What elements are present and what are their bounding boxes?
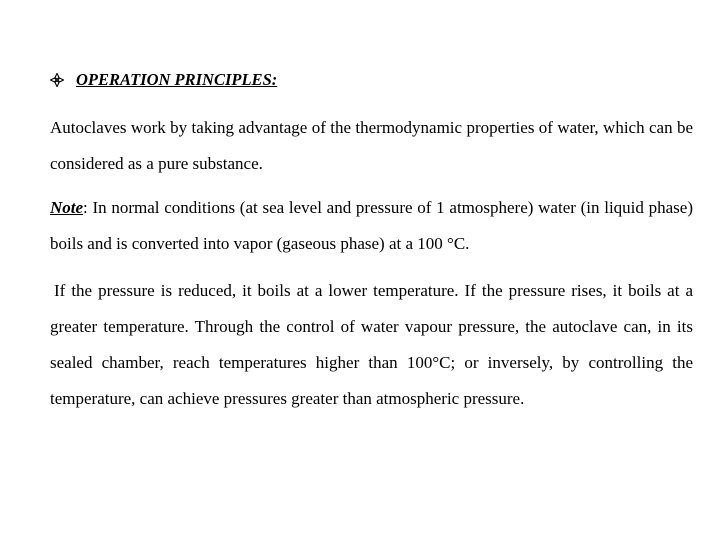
paragraph-pressure-text: If the pressure is reduced, it boils at a lower temperature. If the pressure rises, it boils at a greater temperature. Through the control of water vapour pressure, the autoclave can, in its sealed chamber, reach temperatures higher than 100°C; or inversely, by controlling the temperature, can achieve pressures greater than atmospheric pressure. — [50, 281, 693, 408]
paragraph-pressure — [50, 273, 693, 417]
note-text: : In normal conditions (at sea level and pressure of 1 atmosphere) water (in liquid phase) boils and is converted into vapor (gaseous phase) at a 100 °C. — [50, 198, 693, 253]
diamond-bullet-icon — [50, 73, 64, 87]
section-heading — [50, 70, 277, 90]
paragraph-note — [50, 190, 693, 262]
heading-text: OPERATION PRINCIPLES: — [76, 70, 278, 89]
paragraph-autoclaves: Autoclaves work by taking advantage of the thermodynamic properties of water, which can be considered as a pure substance. — [50, 118, 693, 173]
note-label: Note — [50, 198, 84, 217]
